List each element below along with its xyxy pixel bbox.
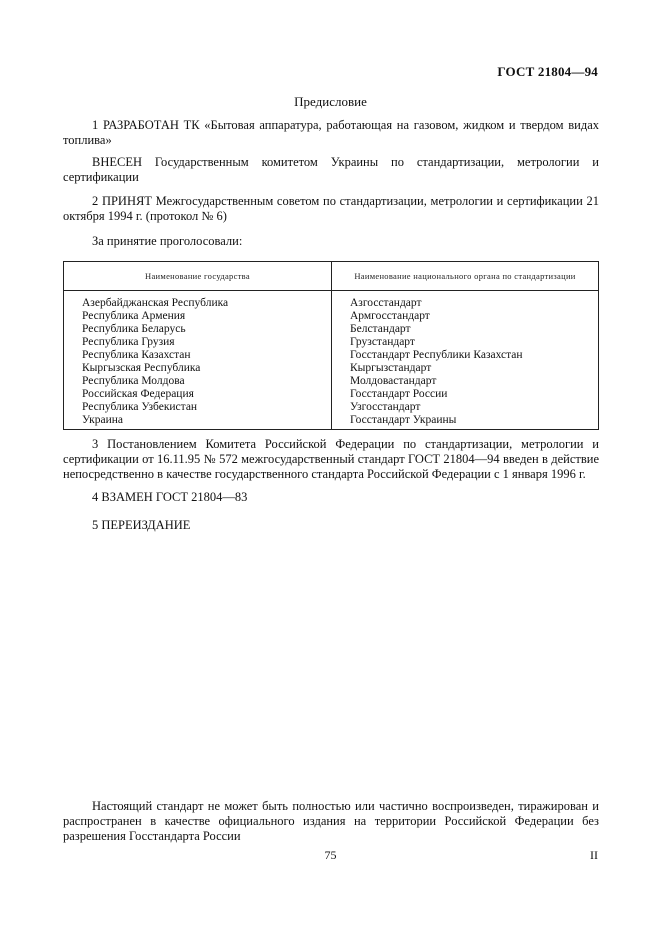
document-code: ГОСТ 21804—94: [497, 64, 598, 79]
voting-states-table: [63, 261, 599, 430]
standards-body-name: Госстандарт Украины: [350, 414, 457, 426]
state-name: Российская Федерация: [82, 388, 194, 400]
states-column: [64, 291, 332, 430]
section-roman-numeral: II: [590, 848, 598, 862]
standards-body-name: Госстандарт Республики Казахстан: [350, 349, 523, 361]
state-name: Азербайджанская Республика: [82, 297, 229, 309]
state-name: Республика Грузия: [82, 336, 175, 348]
state-name: Кыргызская Республика: [82, 362, 201, 374]
column-header-state: Наименование государства: [64, 262, 332, 291]
state-name: Республика Армения: [82, 310, 186, 322]
state-name: Республика Беларусь: [82, 323, 186, 335]
state-name: Украина: [82, 414, 123, 426]
standards-body-name: Кыргызстандарт: [350, 362, 432, 374]
paragraph-developed-by: 1 РАЗРАБОТАН ТК «Бытовая аппаратура, работающая на газовом, жидком и твердом видах топлива»: [63, 118, 599, 147]
paragraph-reissue: 5 ПЕРЕИЗДАНИЕ: [92, 518, 191, 532]
standards-body-name: Грузстандарт: [350, 336, 415, 348]
paragraph-introduced-by: ВНЕСЕН Государственным комитетом Украины по стандартизации, метрологии и сертификации: [63, 155, 599, 184]
state-name: Республика Молдова: [82, 375, 185, 387]
page-title: Предисловие: [294, 94, 367, 109]
paragraph-replaces: 4 ВЗАМЕН ГОСТ 21804—83: [92, 490, 248, 504]
standards-body-name: Азгосстандарт: [350, 297, 422, 309]
copyright-notice: Настоящий стандарт не может быть полностью или частично воспроизведен, тиражирован и распространен в качестве официального издания на территории Российской Федерации без разрешения Госстандарта России: [63, 799, 599, 843]
table-body-row: [64, 291, 599, 430]
state-name: Республика Узбекистан: [82, 401, 198, 413]
table-header-row: [64, 262, 599, 291]
paragraph-voted-for: За принятие проголосовали:: [92, 234, 243, 248]
standards-body-name: Молдовастандарт: [350, 375, 437, 387]
state-name: Республика Казахстан: [82, 349, 191, 361]
paragraph-adopted: 2 ПРИНЯТ Межгосударственным советом по стандартизации, метрологии и сертификации 21 октября 1994 г. (протокол № 6): [63, 194, 599, 223]
column-header-body: Наименование национального органа по стандартизации: [332, 262, 599, 291]
bodies-column: [332, 291, 599, 430]
standards-body-name: Белстандарт: [350, 323, 411, 335]
standards-body-name: Армгосстандарт: [350, 310, 430, 322]
standards-body-name: Госстандарт России: [350, 388, 448, 400]
paragraph-resolution: 3 Постановлением Комитета Российской Федерации по стандартизации, метрологии и сертификации от 16.11.95 № 572 межгосударственный стандарт ГОСТ 21804—94 введен в действие непосредственно в качестве государственного стандарта Российской Федерации с 1 января 1996 г.: [63, 437, 599, 481]
page-number: 75: [324, 848, 337, 862]
standards-body-name: Узгосстандарт: [350, 401, 421, 413]
